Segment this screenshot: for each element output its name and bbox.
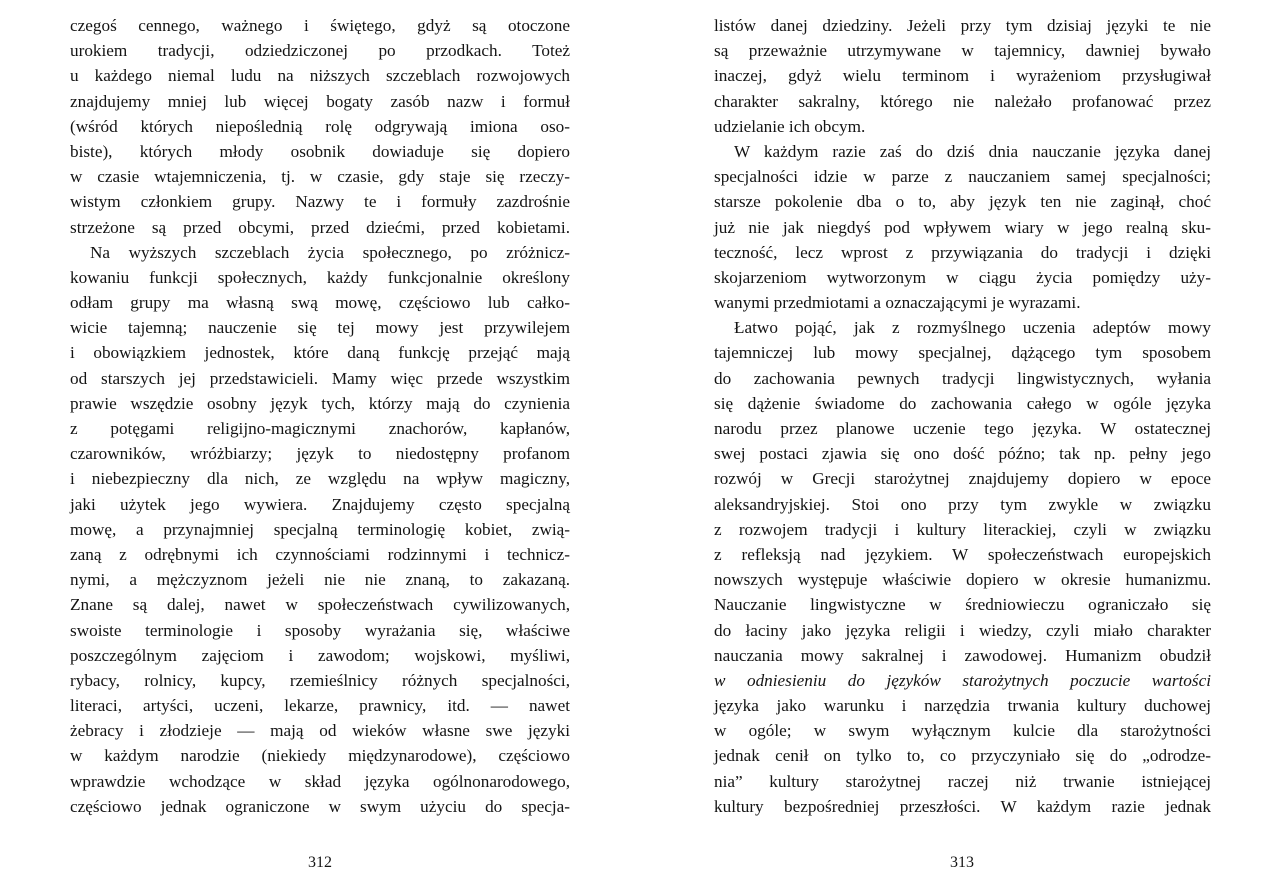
- text-line: charakter sakralny, którego nie należało profanować przez: [714, 91, 1211, 111]
- text-line: znajdujemy mniej lub więcej bogaty zasób nazw i formuł: [70, 91, 570, 111]
- text-line: literaci, artyści, uczeni, lekarze, prawnicy, itd. — nawet: [70, 696, 570, 716]
- text-line: są przeważnie utrzymywane w tajemnicy, dawniej bywało: [714, 41, 1211, 61]
- text-line: żebracy i złodzieje — mają od wieków własne swe języki: [70, 721, 570, 741]
- right-text-column: [714, 13, 1211, 819]
- text-line: inaczej, gdyż wielu terminom i wyrażeniom przysługiwał: [714, 66, 1211, 86]
- text-line: zaną z odrębnymi ich czynnościami rodzinnymi i technicz-: [70, 544, 570, 564]
- text-line: jednak cenił on tylko to, co przyczyniało się do „odrodze-: [714, 746, 1211, 766]
- text-line: rozwój w Grecji starożytnej znajdujemy dopiero w epoce: [714, 469, 1211, 489]
- text-line: swoiste terminologie i sposoby wyrażania się, właściwe: [70, 620, 570, 640]
- text-line: i niebezpieczny dla nich, ze względu na wpływ magiczny,: [70, 469, 570, 489]
- left-page: [0, 0, 631, 893]
- text-line: w czasie wtajemniczenia, tj. w czasie, gdy staje się rzeczy-: [70, 167, 570, 187]
- text-line: prawie wszędzie osobny język tych, którzy mają do czynienia: [70, 393, 570, 413]
- text-line: czarowników, wróżbiarzy; język to niedostępny profanom: [70, 444, 570, 464]
- text-line: Łatwo pojąć, jak z rozmyślnego uczenia adeptów mowy: [734, 318, 1211, 338]
- text-line: mowę, a przynajmniej specjalną terminologię kobiet, zwią-: [70, 519, 570, 539]
- text-line: narodu przez planowe uczenie tego języka. W ostatecznej: [714, 419, 1211, 438]
- text-line: już nie jak niegdyś pod wpływem wiary w jego realną sku-: [714, 217, 1211, 237]
- text-line: częściowo jednak ograniczone w swym użyciu do specja-: [70, 796, 570, 816]
- text-line: tajemniczej lub mowy specjalnej, dążącego tym sposobem: [714, 343, 1211, 363]
- right-page: [631, 0, 1263, 893]
- text-line: czegoś cennego, ważnego i świętego, gdyż są otoczone: [70, 16, 570, 35]
- text-line: aleksandryjskiej. Stoi ono przy tym zwykle w związku: [714, 494, 1211, 514]
- text-line: strzeżone są przed obcymi, przed dziećmi, przed kobietami.: [70, 217, 570, 237]
- text-line: W każdym razie zaś do dziś dnia nauczanie języka danej: [734, 141, 1211, 161]
- text-line: kultury bezpośredniej przeszłości. W każdym razie jednak: [714, 796, 1211, 816]
- text-line: wanymi przedmiotami a oznaczającymi je wyrazami.: [714, 293, 1081, 313]
- text-line: starsze pokolenie dba o to, aby język ten nie zaginął, choć: [714, 192, 1211, 212]
- text-line: skojarzeniom wytworzonym w ciągu życia pomiędzy uży-: [714, 267, 1211, 287]
- text-line: listów danej dziedziny. Jeżeli przy tym dzisiaj języki te nie: [714, 16, 1211, 35]
- text-line: swej postaci zjawia się ono dość późno; tak np. pełny jego: [714, 444, 1211, 464]
- text-line: wistym członkiem grupy. Nazwy te i formuły zazdrośnie: [70, 192, 570, 212]
- text-line: urokiem tradycji, odziedziczonej po przodkach. Toteż: [70, 41, 570, 61]
- text-line: (wśród których niepoślednią rolę odgrywają imiona oso-: [70, 116, 570, 136]
- text-line: języka jako warunku i narzędzia trwania kultury duchowej: [714, 696, 1211, 716]
- text-line: nia” kultury starożytnej raczej niż trwanie istniejącej: [714, 771, 1211, 791]
- text-line: od starszych jej przedstawicieli. Mamy więc przede wszystkim: [70, 368, 570, 388]
- text-line: w każdym narodzie (niekiedy międzynarodowe), częściowo: [70, 746, 570, 766]
- text-line: poszczególnym zajęciom i zawodom; wojskowi, myśliwi,: [70, 645, 570, 665]
- text-line: kowaniu funkcji społecznych, każdy funkcjonalnie określony: [70, 267, 570, 287]
- text-line: z potęgami religijno-magicznymi znachorów, kapłanów,: [70, 419, 570, 438]
- text-line: Znane są dalej, nawet w społeczeństwach cywilizowanych,: [70, 595, 570, 615]
- text-line: się dążenie świadome do zachowania całego w ogóle języka: [714, 393, 1211, 413]
- text-line: w ogóle; w swym wyłącznym kulcie dla starożytności: [714, 721, 1211, 741]
- page-number-right: 313: [950, 854, 974, 871]
- text-line: specjalności idzie w parze z nauczaniem samej specjalności;: [714, 167, 1211, 187]
- text-line: nymi, a mężczyznom jeżeli nie nie znaną, to zakazaną.: [70, 570, 570, 590]
- text-line: odłam grupy ma własną swą mowę, częściowo lub całko-: [70, 293, 570, 313]
- text-line: u każdego niemal ludu na niższych szczeblach rozwojowych: [70, 66, 570, 86]
- text-line: teczność, lecz wprost z przywiązania do tradycji i dzięki: [714, 242, 1211, 262]
- text-line: w odniesieniu do języków starożytnych poczucie wartości: [714, 670, 1211, 690]
- text-line: rybacy, rolnicy, kupcy, rzemieślnicy różnych specjalności,: [70, 670, 570, 690]
- text-line: wprawdzie wchodzące w skład języka ogólnonarodowego,: [70, 771, 570, 791]
- text-line: i obowiązkiem jednostek, które daną funkcję przejąć mają: [70, 343, 570, 363]
- text-line: biste), których młody osobnik dowiaduje się dopiero: [70, 141, 570, 161]
- text-line: jaki użytek jego wywiera. Znajdujemy często specjalną: [70, 494, 570, 514]
- text-line: z rozwojem tradycji i kultury literackiej, czyli w związku: [714, 519, 1211, 539]
- page-number-left: 312: [308, 854, 332, 871]
- text-line: nowszych występuje właściwie dopiero w okresie humanizmu.: [714, 570, 1211, 590]
- text-line: z refleksją nad językiem. W społeczeństwach europejskich: [714, 544, 1211, 564]
- left-text-column: [70, 13, 570, 819]
- text-line: Nauczanie lingwistyczne w średniowieczu ograniczało się: [714, 595, 1211, 615]
- text-line: do zachowania pewnych tradycji lingwistycznych, wyłania: [714, 368, 1211, 388]
- text-line: do łaciny jako języka religii i wiedzy, czyli miało charakter: [714, 620, 1211, 640]
- text-line: wicie tajemną; nauczenie się tej mowy jest przywilejem: [70, 318, 570, 338]
- text-line: Na wyższych szczeblach życia społecznego, po zróżnicz-: [90, 242, 570, 262]
- text-line: nauczania mowy sakralnej i zawodowej. Humanizm obudził: [714, 645, 1211, 665]
- text-line: udzielanie ich obcym.: [714, 116, 866, 136]
